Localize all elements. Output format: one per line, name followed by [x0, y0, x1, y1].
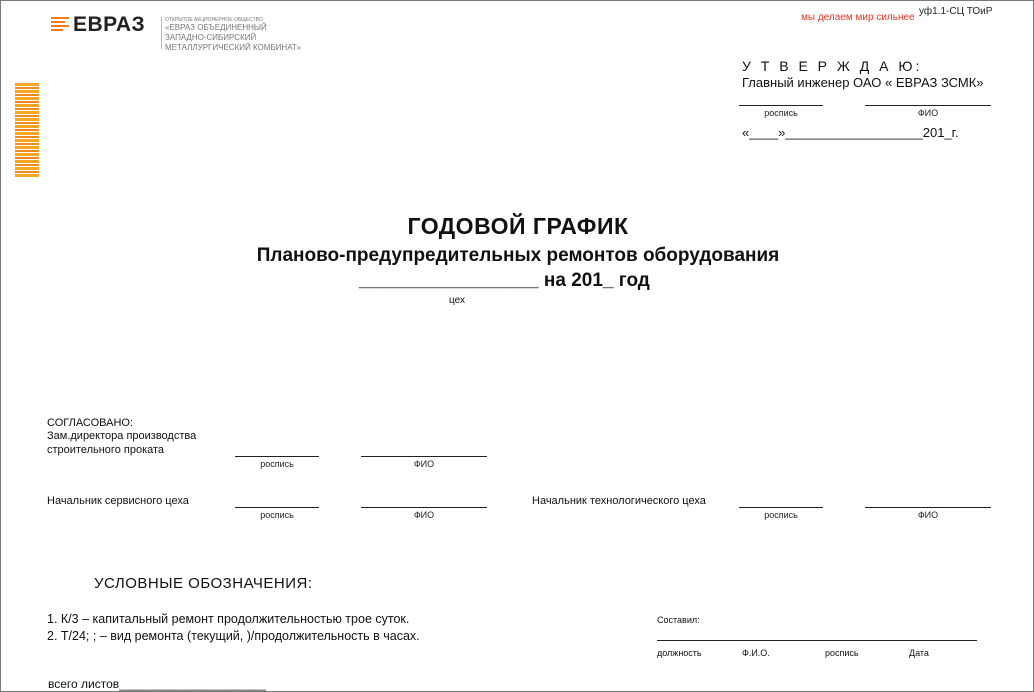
legend-title: УСЛОВНЫЕ ОБОЗНАЧЕНИЯ:: [94, 575, 313, 592]
service-name-line: [361, 507, 487, 508]
approval-position: Главный инженер ОАО « ЕВРАЗ ЗСМК»: [742, 75, 984, 90]
tech-head-label: Начальник технологического цеха: [532, 495, 706, 507]
compiled-signature-caption: роспись: [825, 648, 859, 658]
brand-name: ЕВРАЗ: [73, 13, 146, 36]
company-small-line: ОТКРЫТОЕ АКЦИОНЕРНОЕ ОБЩЕСТВО: [165, 17, 263, 23]
deputy-name-line: [361, 456, 487, 457]
slogan: мы делаем мир сильнее: [801, 12, 915, 23]
total-sheets-line: всего листов______________________: [48, 677, 266, 691]
logo-divider: [161, 17, 162, 49]
agreement-heading: СОГЛАСОВАНО:: [47, 417, 134, 429]
deputy-name-caption: ФИО: [413, 459, 435, 469]
legend-item: 1. К/3 – капитальный ремонт продолжительностью трое суток.: [47, 612, 410, 626]
decorative-stripe: [15, 83, 39, 177]
approval-name-caption: ФИО: [917, 108, 939, 118]
deputy-director-line2: строительного проката: [47, 444, 165, 456]
deputy-signature-caption: роспись: [260, 459, 294, 469]
service-head-label: Начальник сервисного цеха: [47, 495, 189, 507]
company-line: ЗАПАДНО-СИБИРСКИЙ: [165, 33, 257, 42]
document-subtitle: Планово-предупредительных ремонтов оборудования: [256, 245, 780, 266]
company-name: [165, 17, 301, 53]
approval-signature-line: [739, 105, 823, 106]
service-signature-caption: роспись: [260, 510, 294, 520]
company-line: «ЕВРАЗ ОБЪЕДИНЕННЫЙ: [165, 23, 267, 32]
approval-name-line: [865, 105, 991, 106]
approval-date-line: «____»___________________201_г.: [742, 125, 959, 140]
compiled-position-caption: должность: [657, 648, 702, 658]
compiled-line: [657, 640, 977, 641]
tech-signature-line: [739, 507, 823, 508]
shop-caption: цех: [449, 295, 465, 306]
tech-signature-caption: роспись: [764, 510, 798, 520]
compiled-label: Составил:: [657, 615, 700, 625]
tech-name-caption: ФИО: [917, 510, 939, 520]
deputy-signature-line: [235, 456, 319, 457]
evraz-logo-icon: [51, 17, 69, 33]
legend-item: 2. Т/24; ; – вид ремонта (текущий, )/продолжительность в часах.: [47, 629, 420, 643]
tech-name-line: [865, 507, 991, 508]
form-code: уф1.1-СЦ ТОиР: [919, 6, 993, 17]
year-line: _________________ на 201_ год: [359, 270, 650, 291]
company-line: МЕТАЛЛУРГИЧЕСКИЙ КОМБИНАТ»: [165, 43, 301, 52]
document-title: ГОДОВОЙ ГРАФИК: [407, 213, 629, 239]
deputy-director-line1: Зам.директора производства: [47, 430, 197, 442]
service-signature-line: [235, 507, 319, 508]
service-name-caption: ФИО: [413, 510, 435, 520]
approval-signature-caption: роспись: [764, 108, 798, 118]
approval-title: У Т В Е Р Ж Д А Ю:: [742, 58, 923, 74]
compiled-name-caption: Ф.И.О.: [742, 648, 770, 658]
compiled-date-caption: Дата: [909, 648, 929, 658]
